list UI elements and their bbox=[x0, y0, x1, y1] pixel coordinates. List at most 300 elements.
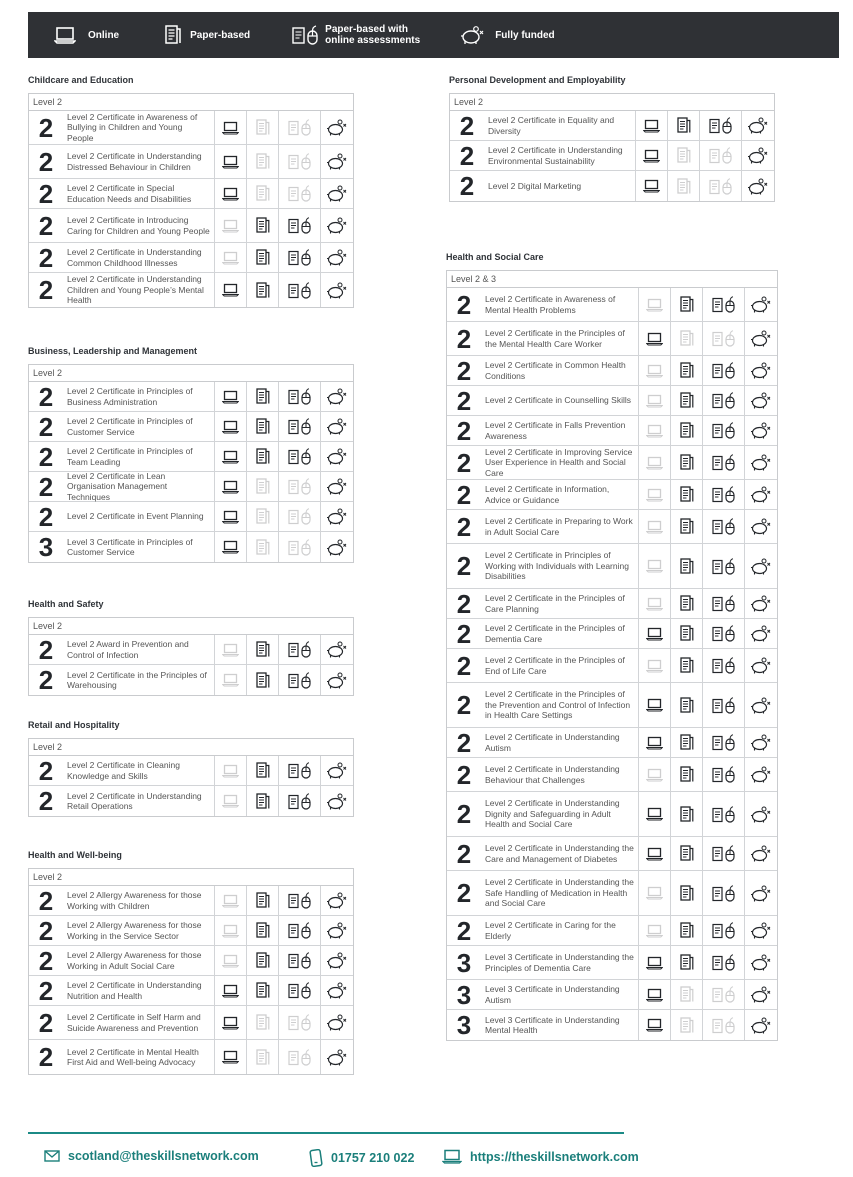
laptop-icon bbox=[639, 446, 671, 479]
course-row bbox=[447, 510, 777, 544]
course-level-number: 2 bbox=[38, 885, 54, 916]
course-level-number: 2 bbox=[456, 323, 472, 354]
course-level-number: 2 bbox=[38, 501, 54, 532]
legend-paper-online-line1: Paper-based with bbox=[325, 24, 408, 35]
laptop-icon bbox=[636, 141, 668, 170]
document-icon bbox=[671, 728, 703, 757]
course-row bbox=[447, 683, 777, 728]
course-row bbox=[447, 837, 777, 871]
course-level-number: 2 bbox=[456, 289, 472, 320]
paper-mouse-icon bbox=[279, 665, 321, 695]
document-icon bbox=[247, 111, 279, 144]
piggy-bank-icon bbox=[321, 145, 353, 178]
course-level-number: 3 bbox=[456, 947, 472, 978]
document-icon bbox=[247, 382, 279, 411]
level-header: Level 2 bbox=[29, 869, 353, 886]
laptop-icon bbox=[639, 288, 671, 321]
piggy-bank-icon bbox=[321, 756, 353, 785]
course-level-number: 2 bbox=[459, 171, 475, 201]
course-row bbox=[447, 758, 777, 792]
laptop-icon bbox=[639, 1010, 671, 1040]
document-icon bbox=[668, 111, 700, 140]
course-row bbox=[29, 532, 353, 562]
document-icon bbox=[671, 837, 703, 870]
laptop-icon bbox=[639, 386, 671, 415]
course-level-number: 2 bbox=[38, 786, 54, 816]
course-level-number: 2 bbox=[38, 945, 54, 976]
piggy-bank-icon bbox=[321, 786, 353, 816]
laptop-icon bbox=[215, 111, 247, 144]
course-row bbox=[447, 946, 777, 980]
legend-paper-label: Paper-based bbox=[190, 29, 251, 41]
laptop-icon bbox=[215, 786, 247, 816]
piggy-bank-icon bbox=[745, 683, 777, 727]
course-row bbox=[447, 589, 777, 619]
piggy-bank-icon bbox=[745, 416, 777, 445]
piggy-bank-icon bbox=[745, 916, 777, 945]
level-header: Level 2 bbox=[29, 618, 353, 635]
document-icon bbox=[247, 145, 279, 178]
course-row bbox=[447, 356, 777, 386]
course-row bbox=[29, 916, 353, 946]
piggy-bank-icon bbox=[321, 916, 353, 945]
document-icon bbox=[247, 635, 279, 664]
piggy-bank-icon bbox=[321, 502, 353, 531]
course-title: Level 2 Certificate in Information, Advice or Guidance bbox=[481, 480, 639, 509]
paper-mouse-icon bbox=[703, 980, 745, 1009]
document-icon bbox=[671, 946, 703, 979]
course-title: Level 3 Certificate in Understanding the Principles of Dementia Care bbox=[481, 946, 639, 979]
laptop-icon bbox=[639, 649, 671, 682]
course-row bbox=[29, 756, 353, 786]
piggy-bank-icon bbox=[745, 758, 777, 791]
footer-website[interactable] bbox=[442, 1149, 639, 1164]
piggy-bank-icon bbox=[321, 1040, 353, 1074]
course-row bbox=[447, 916, 777, 946]
piggy-bank-icon bbox=[745, 619, 777, 648]
laptop-icon bbox=[215, 946, 247, 975]
course-row bbox=[447, 871, 777, 916]
laptop-icon bbox=[639, 980, 671, 1009]
footer-website-link[interactable]: https://theskillsnetwork.com bbox=[470, 1149, 639, 1164]
laptop-icon bbox=[215, 442, 247, 471]
laptop-icon bbox=[215, 502, 247, 531]
document-icon bbox=[247, 976, 279, 1005]
course-title: Level 3 Certificate in Principles of Customer Service bbox=[63, 532, 215, 562]
legend-paper-online-line2: online assessments bbox=[325, 35, 421, 46]
course-level-number: 2 bbox=[456, 727, 472, 758]
paper-mouse-icon bbox=[279, 243, 321, 272]
document-icon bbox=[671, 683, 703, 727]
course-row bbox=[29, 976, 353, 1006]
course-row bbox=[29, 209, 353, 243]
section-business bbox=[28, 345, 354, 563]
piggy-bank-icon bbox=[321, 209, 353, 242]
laptop-icon bbox=[639, 946, 671, 979]
piggy-bank-icon bbox=[321, 382, 353, 411]
course-level-number: 2 bbox=[456, 690, 472, 720]
course-table bbox=[28, 93, 354, 308]
piggy-bank-icon bbox=[321, 243, 353, 272]
course-title: Level 2 Certificate in Understanding Autism bbox=[481, 728, 639, 757]
document-icon bbox=[247, 916, 279, 945]
course-row bbox=[29, 946, 353, 976]
course-title: Level 2 Certificate in Falls Prevention Awareness bbox=[481, 416, 639, 445]
piggy-bank-icon bbox=[745, 1010, 777, 1040]
document-icon bbox=[671, 792, 703, 836]
legend-funded bbox=[460, 24, 554, 46]
course-level-number: 2 bbox=[456, 588, 472, 619]
piggy-bank-icon bbox=[745, 386, 777, 415]
legend-online bbox=[54, 26, 119, 44]
paper-mouse-icon bbox=[703, 322, 745, 355]
level-header: Level 2 bbox=[450, 94, 774, 111]
document-icon bbox=[671, 871, 703, 915]
course-row bbox=[450, 171, 774, 201]
course-row bbox=[29, 243, 353, 273]
envelope-icon bbox=[44, 1150, 68, 1162]
course-row bbox=[450, 141, 774, 171]
paper-mouse-icon bbox=[703, 946, 745, 979]
piggy-bank-icon bbox=[321, 976, 353, 1005]
section-title: Personal Development and Employability bbox=[449, 75, 626, 85]
legend-funded-label: Fully funded bbox=[495, 29, 555, 41]
paper-mouse-icon bbox=[279, 1040, 321, 1074]
laptop-icon bbox=[639, 322, 671, 355]
laptop-icon bbox=[215, 665, 247, 695]
course-level-number: 2 bbox=[38, 275, 54, 305]
document-icon bbox=[247, 532, 279, 562]
document-icon bbox=[247, 665, 279, 695]
laptop-icon bbox=[215, 1006, 247, 1039]
section-title: Business, Leadership and Management bbox=[28, 346, 198, 356]
paper-mouse-icon bbox=[292, 25, 320, 45]
course-title: Level 2 Certificate in Principles of Working with Individuals with Learning Disabilities bbox=[481, 544, 639, 588]
course-level-number: 2 bbox=[38, 112, 54, 143]
level-header: Level 2 bbox=[29, 94, 353, 111]
course-level-number: 2 bbox=[459, 110, 475, 141]
course-title: Level 2 Certificate in Equality and Diversity bbox=[484, 111, 636, 140]
paper-mouse-icon bbox=[703, 589, 745, 618]
piggy-bank-icon bbox=[321, 1006, 353, 1039]
piggy-bank-icon bbox=[745, 649, 777, 682]
course-title: Level 2 Certificate in the Principles of the Prevention and Control of Infection in Health Care Settings bbox=[481, 683, 639, 727]
laptop-icon bbox=[639, 728, 671, 757]
piggy-bank-icon bbox=[742, 171, 774, 201]
piggy-bank-icon bbox=[745, 946, 777, 979]
course-row bbox=[447, 980, 777, 1010]
course-level-number: 2 bbox=[459, 140, 475, 171]
laptop-icon bbox=[639, 356, 671, 385]
piggy-bank-icon bbox=[745, 837, 777, 870]
course-level-number: 3 bbox=[456, 979, 472, 1010]
document-icon bbox=[247, 179, 279, 208]
course-level-number: 2 bbox=[38, 755, 54, 786]
legend-paper-online bbox=[292, 24, 420, 46]
laptop-icon bbox=[636, 111, 668, 140]
course-row bbox=[447, 446, 777, 480]
course-level-number: 2 bbox=[456, 551, 472, 581]
legend-online-label: Online bbox=[88, 29, 120, 41]
piggy-bank-icon bbox=[321, 273, 353, 307]
laptop-icon bbox=[639, 544, 671, 588]
piggy-bank-icon bbox=[321, 442, 353, 471]
laptop-icon bbox=[639, 758, 671, 791]
document-icon bbox=[247, 442, 279, 471]
laptop-icon bbox=[215, 1040, 247, 1074]
laptop-icon bbox=[215, 976, 247, 1005]
course-table bbox=[28, 364, 354, 563]
document-icon bbox=[671, 758, 703, 791]
paper-mouse-icon bbox=[703, 480, 745, 509]
paper-mouse-icon bbox=[700, 141, 742, 170]
course-row bbox=[29, 111, 353, 145]
document-icon bbox=[247, 1006, 279, 1039]
course-row bbox=[29, 665, 353, 695]
level-header: Level 2 & 3 bbox=[447, 271, 777, 288]
laptop-icon bbox=[215, 916, 247, 945]
laptop-icon bbox=[639, 916, 671, 945]
document-icon bbox=[247, 209, 279, 242]
course-title: Level 2 Allergy Awareness for those Working in Adult Social Care bbox=[63, 946, 215, 975]
section-health-social-care bbox=[446, 251, 778, 1041]
course-level-number: 2 bbox=[456, 511, 472, 542]
document-icon bbox=[671, 544, 703, 588]
laptop-icon bbox=[54, 26, 76, 44]
piggy-bank-icon bbox=[745, 480, 777, 509]
piggy-bank-icon bbox=[745, 980, 777, 1009]
course-row bbox=[450, 111, 774, 141]
phone-icon bbox=[309, 1149, 331, 1167]
document-icon bbox=[671, 288, 703, 321]
piggy-bank-icon bbox=[321, 179, 353, 208]
paper-mouse-icon bbox=[703, 837, 745, 870]
legend-paper bbox=[164, 25, 250, 45]
paper-mouse-icon bbox=[703, 758, 745, 791]
course-title: Level 2 Certificate in Mental Health First Aid and Well-being Advocacy bbox=[63, 1040, 215, 1074]
course-title: Level 2 Certificate in the Principles of Warehousing bbox=[63, 665, 215, 695]
course-row bbox=[447, 1010, 777, 1040]
document-icon bbox=[671, 916, 703, 945]
laptop-icon bbox=[215, 209, 247, 242]
document-icon bbox=[671, 446, 703, 479]
piggy-bank-icon bbox=[745, 728, 777, 757]
course-title: Level 2 Certificate in Understanding Distressed Behaviour in Children bbox=[63, 145, 215, 178]
document-icon bbox=[671, 356, 703, 385]
footer-phone[interactable] bbox=[309, 1149, 414, 1167]
course-title: Level 2 Certificate in Preparing to Work in Adult Social Care bbox=[481, 510, 639, 543]
section-title: Health and Social Care bbox=[446, 252, 544, 262]
piggy-bank-icon bbox=[321, 111, 353, 144]
paper-mouse-icon bbox=[703, 386, 745, 415]
course-level-number: 2 bbox=[38, 146, 54, 177]
course-title: Level 2 Certificate in Common Health Conditions bbox=[481, 356, 639, 385]
paper-mouse-icon bbox=[703, 1010, 745, 1040]
course-row bbox=[29, 1040, 353, 1074]
paper-mouse-icon bbox=[279, 442, 321, 471]
course-row bbox=[447, 386, 777, 416]
paper-mouse-icon bbox=[703, 792, 745, 836]
course-row bbox=[29, 786, 353, 816]
document-icon bbox=[671, 589, 703, 618]
course-title: Level 2 Certificate in Understanding Nutrition and Health bbox=[63, 976, 215, 1005]
course-title: Level 2 Certificate in Understanding Environmental Sustainability bbox=[484, 141, 636, 170]
document-icon bbox=[668, 141, 700, 170]
laptop-icon bbox=[215, 532, 247, 562]
laptop-icon bbox=[639, 619, 671, 648]
course-title: Level 3 Certificate in Understanding Mental Health bbox=[481, 1010, 639, 1040]
course-level-number: 2 bbox=[456, 355, 472, 386]
course-row bbox=[29, 1006, 353, 1040]
document-icon bbox=[671, 619, 703, 648]
course-level-number: 2 bbox=[38, 210, 54, 241]
paper-mouse-icon bbox=[279, 916, 321, 945]
course-level-number: 2 bbox=[38, 975, 54, 1006]
course-level-number: 2 bbox=[38, 915, 54, 946]
paper-mouse-icon bbox=[700, 171, 742, 201]
piggy-bank-icon bbox=[742, 141, 774, 170]
document-icon bbox=[671, 322, 703, 355]
paper-mouse-icon bbox=[279, 382, 321, 411]
course-level-number: 2 bbox=[38, 665, 54, 695]
section-wellbeing bbox=[28, 849, 354, 1075]
document-icon bbox=[247, 786, 279, 816]
paper-mouse-icon bbox=[703, 728, 745, 757]
course-title: Level 2 Certificate in Event Planning bbox=[63, 502, 215, 531]
course-table bbox=[449, 93, 775, 202]
document-icon bbox=[671, 1010, 703, 1040]
footer-divider bbox=[28, 1132, 624, 1134]
paper-mouse-icon bbox=[279, 886, 321, 915]
course-level-number: 2 bbox=[38, 242, 54, 273]
course-row bbox=[447, 480, 777, 510]
paper-mouse-icon bbox=[703, 649, 745, 682]
course-level-number: 2 bbox=[456, 915, 472, 946]
section-title: Retail and Hospitality bbox=[28, 720, 120, 730]
paper-mouse-icon bbox=[279, 976, 321, 1005]
course-title: Level 2 Certificate in Special Education Needs and Disabilities bbox=[63, 179, 215, 208]
course-row bbox=[29, 635, 353, 665]
paper-mouse-icon bbox=[279, 532, 321, 562]
paper-mouse-icon bbox=[703, 288, 745, 321]
course-title: Level 2 Certificate in Understanding Children and Young People’s Mental Health bbox=[63, 273, 215, 307]
course-row bbox=[447, 544, 777, 589]
document-icon bbox=[671, 649, 703, 682]
course-row bbox=[29, 179, 353, 209]
course-level-number: 2 bbox=[456, 838, 472, 869]
paper-mouse-icon bbox=[279, 179, 321, 208]
document-icon bbox=[247, 1040, 279, 1074]
course-level-number: 2 bbox=[456, 415, 472, 446]
paper-mouse-icon bbox=[279, 786, 321, 816]
course-level-number: 2 bbox=[38, 178, 54, 209]
level-header: Level 2 bbox=[29, 365, 353, 382]
course-title: Level 2 Certificate in Lean Organisation Management Techniques bbox=[63, 472, 215, 501]
piggy-bank-icon bbox=[321, 472, 353, 501]
course-title: Level 2 Allergy Awareness for those Working in the Service Sector bbox=[63, 916, 215, 945]
course-title: Level 2 Certificate in Understanding the Care and Management of Diabetes bbox=[481, 837, 639, 870]
document-icon bbox=[671, 386, 703, 415]
laptop-icon bbox=[215, 472, 247, 501]
footer-phone-link[interactable]: 01757 210 022 bbox=[331, 1151, 415, 1165]
course-title: Level 2 Certificate in Principles of Business Administration bbox=[63, 382, 215, 411]
course-title: Level 2 Certificate in Understanding Dignity and Safeguarding in Adult Health and Social Care bbox=[481, 792, 639, 836]
course-level-number: 2 bbox=[456, 618, 472, 649]
laptop-icon bbox=[215, 243, 247, 272]
course-level-number: 2 bbox=[456, 447, 472, 478]
piggy-bank-icon bbox=[460, 24, 486, 46]
document-icon bbox=[164, 25, 182, 45]
course-title: Level 2 Certificate in Awareness of Bullying in Children and Young People bbox=[63, 111, 215, 144]
course-title: Level 2 Certificate in the Principles of the Mental Health Care Worker bbox=[481, 322, 639, 355]
piggy-bank-icon bbox=[745, 356, 777, 385]
piggy-bank-icon bbox=[321, 412, 353, 441]
piggy-bank-icon bbox=[745, 871, 777, 915]
laptop-icon bbox=[639, 416, 671, 445]
course-row bbox=[29, 145, 353, 179]
course-level-number: 2 bbox=[38, 381, 54, 412]
section-title: Health and Well-being bbox=[28, 850, 122, 860]
laptop-icon bbox=[639, 480, 671, 509]
piggy-bank-icon bbox=[745, 288, 777, 321]
paper-mouse-icon bbox=[703, 446, 745, 479]
paper-mouse-icon bbox=[279, 273, 321, 307]
laptop-icon bbox=[639, 510, 671, 543]
section-title: Health and Safety bbox=[28, 599, 104, 609]
paper-mouse-icon bbox=[700, 111, 742, 140]
document-icon bbox=[247, 502, 279, 531]
course-title: Level 3 Certificate in Understanding Autism bbox=[481, 980, 639, 1009]
paper-mouse-icon bbox=[279, 635, 321, 664]
course-level-number: 3 bbox=[456, 1010, 472, 1040]
course-level-number: 2 bbox=[456, 385, 472, 416]
laptop-icon bbox=[639, 683, 671, 727]
piggy-bank-icon bbox=[745, 322, 777, 355]
paper-mouse-icon bbox=[279, 412, 321, 441]
document-icon bbox=[671, 510, 703, 543]
piggy-bank-icon bbox=[745, 510, 777, 543]
document-icon bbox=[668, 171, 700, 201]
course-row bbox=[29, 273, 353, 307]
piggy-bank-icon bbox=[745, 589, 777, 618]
footer-email[interactable] bbox=[44, 1149, 259, 1163]
paper-mouse-icon bbox=[703, 510, 745, 543]
laptop-icon bbox=[215, 886, 247, 915]
course-row bbox=[29, 412, 353, 442]
course-level-number: 2 bbox=[38, 634, 54, 665]
laptop-icon bbox=[215, 382, 247, 411]
course-row bbox=[29, 886, 353, 916]
paper-mouse-icon bbox=[703, 871, 745, 915]
paper-mouse-icon bbox=[703, 683, 745, 727]
paper-mouse-icon bbox=[279, 946, 321, 975]
footer-email-link[interactable]: scotland@theskillsnetwork.com bbox=[68, 1149, 259, 1163]
piggy-bank-icon bbox=[321, 886, 353, 915]
course-title: Level 2 Certificate in the Principles of End of Life Care bbox=[481, 649, 639, 682]
course-title: Level 2 Certificate in Cleaning Knowledge and Skills bbox=[63, 756, 215, 785]
document-icon bbox=[247, 756, 279, 785]
piggy-bank-icon bbox=[321, 946, 353, 975]
laptop-icon bbox=[215, 635, 247, 664]
paper-mouse-icon bbox=[279, 1006, 321, 1039]
course-level-number: 3 bbox=[38, 532, 54, 562]
legend-paper-online-label bbox=[325, 24, 420, 46]
paper-mouse-icon bbox=[279, 472, 321, 501]
piggy-bank-icon bbox=[321, 635, 353, 664]
course-title: Level 2 Certificate in the Principles of Dementia Care bbox=[481, 619, 639, 648]
course-level-number: 2 bbox=[38, 1007, 54, 1038]
course-title: Level 2 Award in Prevention and Control of Infection bbox=[63, 635, 215, 664]
